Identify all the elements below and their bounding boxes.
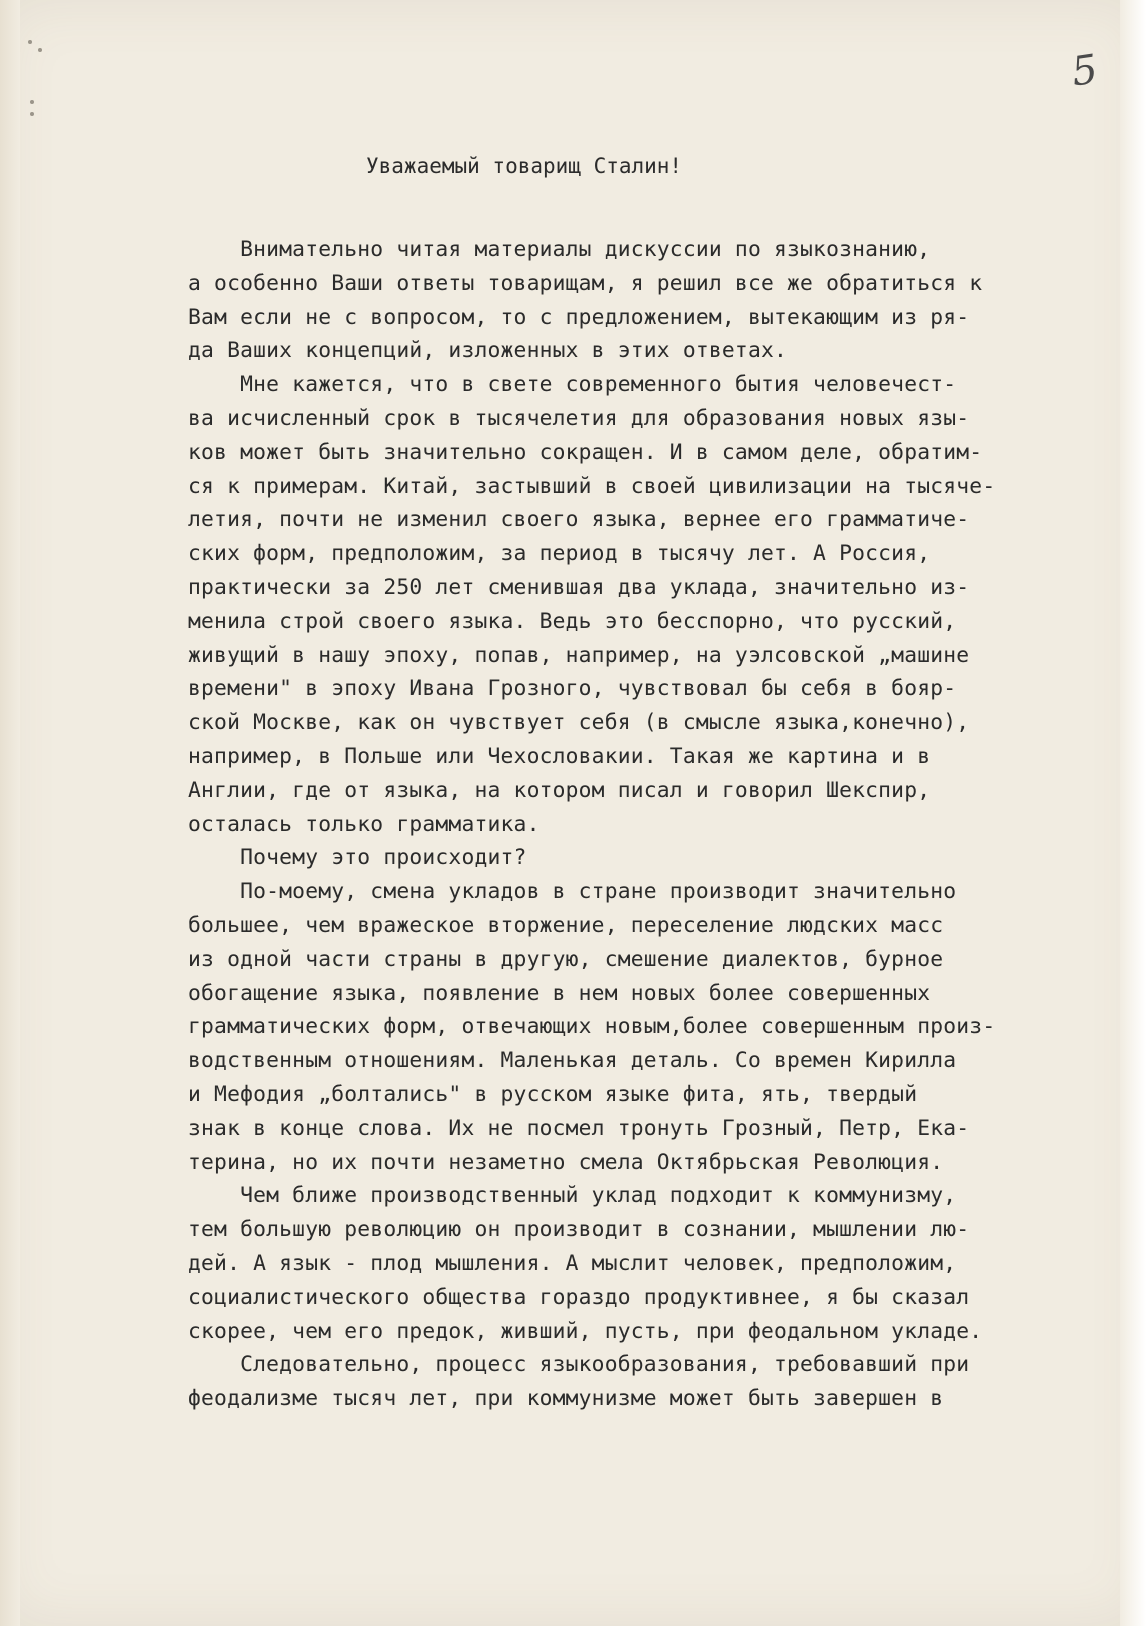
- text-line: а особенно Ваши ответы товарищам, я решил все же обратиться к: [188, 270, 983, 296]
- text-line: знак в конце слова. Их не посмел тронуть Грозный, Петр, Ека-: [188, 1115, 970, 1141]
- punch-mark: [38, 48, 42, 52]
- salutation: Уважаемый товарищ Сталин!: [366, 154, 683, 178]
- text-line: времени" в эпоху Ивана Грозного, чувствовал бы себя в бояр-: [188, 676, 957, 702]
- text-line: социалистического общества гораздо продуктивнее, я бы сказал: [188, 1284, 970, 1310]
- text-line: живущий в нашу эпоху, попав, например, на уэлсовской „машине: [188, 642, 970, 668]
- letter-body: [188, 233, 995, 1416]
- text-line: например, в Польше или Чехословакии. Такая же картина и в: [188, 743, 931, 769]
- text-line: скорее, чем его предок, живший, пусть, при феодальном укладе.: [188, 1318, 983, 1344]
- text-line: ков может быть значительно сокращен. И в самом деле, обратим-: [188, 439, 983, 465]
- text-line: летия, почти не изменил своего языка, вернее его грамматиче-: [188, 507, 970, 533]
- text-line: По-моему, смена укладов в стране производит значительно: [188, 879, 957, 905]
- punch-mark: [30, 100, 34, 104]
- text-line: большее, чем вражеское вторжение, переселение людских масс: [188, 912, 944, 938]
- text-line: обогащение языка, появление в нем новых более совершенных: [188, 980, 931, 1006]
- text-line: терина, но их почти незаметно смела Октябрьская Революция.: [188, 1149, 944, 1175]
- text-line: тем большую революцию он производит в сознании, мышлении лю-: [188, 1217, 970, 1243]
- text-line: дей. А язык - плод мышления. А мыслит человек, предположим,: [188, 1250, 957, 1276]
- text-line: практически за 250 лет сменившая два уклада, значительно из-: [188, 574, 970, 600]
- punch-mark: [30, 112, 34, 116]
- text-line: ва исчисленный срок в тысячелетия для образования новых язы-: [188, 405, 970, 431]
- text-line: Вам если не с вопросом, то с предложением, вытекающим из ря-: [188, 304, 970, 330]
- text-line: и Мефодия „болтались" в русском языке фита, ять, твердый: [188, 1081, 918, 1107]
- text-line: Следовательно, процесс языкообразования, требовавший при: [188, 1352, 970, 1378]
- punch-mark: [28, 40, 32, 44]
- text-line: Чем ближе производственный уклад подходит к коммунизму,: [188, 1183, 957, 1209]
- text-line: да Ваших концепций, изложенных в этих ответах.: [188, 338, 788, 364]
- text-line: из одной части страны в другую, смешение диалектов, бурное: [188, 946, 944, 972]
- text-line: менила строй своего языка. Ведь это бесспорно, что русский,: [188, 608, 957, 634]
- text-line: осталась только грамматика.: [188, 811, 540, 837]
- text-line: грамматических форм, отвечающих новым,более совершенным произ-: [188, 1014, 996, 1040]
- text-line: феодализме тысяч лет, при коммунизме может быть завершен в: [188, 1386, 944, 1412]
- text-line: Мне кажется, что в свете современного бытия человечест-: [188, 372, 957, 398]
- page-right-edge: [1120, 0, 1146, 1626]
- text-line: ся к примерам. Китай, застывший в своей цивилизации на тысяче-: [188, 473, 996, 499]
- page-number: 5: [1068, 46, 1101, 96]
- text-line: Англии, где от языка, на котором писал и говорил Шекспир,: [188, 777, 931, 803]
- text-line: водственным отношениям. Маленькая деталь. Со времен Кирилла: [188, 1048, 957, 1074]
- text-line: Почему это происходит?: [188, 845, 527, 871]
- page-left-edge: [0, 0, 20, 1626]
- text-line: Внимательно читая материалы дискуссии по языкознанию,: [188, 237, 931, 262]
- text-line: ской Москве, как он чувствует себя (в смысле языка,конечно),: [188, 710, 970, 736]
- text-line: ских форм, предположим, за период в тысячу лет. А Россия,: [188, 541, 931, 567]
